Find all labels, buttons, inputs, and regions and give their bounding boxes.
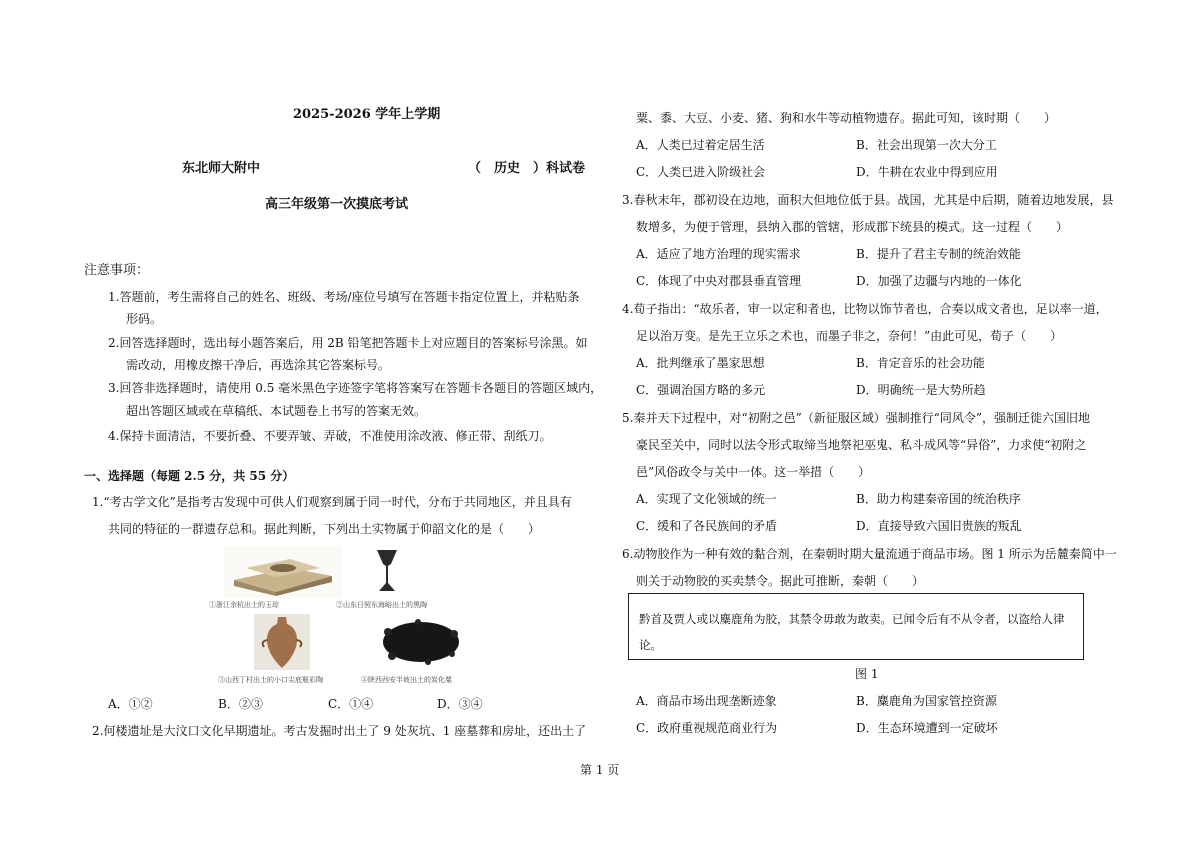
- school-name: 东北师大附中: [182, 161, 261, 176]
- notice-line: 形码。: [126, 312, 163, 326]
- q2-option-c: C．人类已进入阶级社会: [636, 165, 766, 179]
- notice-title: 注意事项：: [84, 263, 150, 278]
- exam-title: 高三年级第一次摸底考试: [265, 197, 409, 212]
- q6-line: 则关于动物胶的买卖禁令。据此可推断，秦朝（ ）: [636, 574, 925, 588]
- q3-line: 数增多，为便于管理，县纳入郡的管辖，形成郡下统县的模式。这一过程（ ）: [636, 220, 1069, 234]
- photo-caption: ①浙江余杭出土的玉琮: [209, 601, 279, 609]
- black-pottery-photo: [372, 546, 402, 596]
- notice-line: 需改动，用橡皮擦干净后，再选涂其它答案标号。: [126, 358, 391, 372]
- subject-title: （ 历史 ）科试卷: [468, 161, 586, 176]
- figure-1-quote-box: [628, 593, 1084, 660]
- q1-option-d: D．③④: [437, 697, 483, 711]
- q6-option-d: D．生态环境遭到一定破坏: [856, 721, 998, 735]
- notice-line: 1.答题前，考生需将自己的姓名、班级、考场/座位号填写在答题卡指定位置上，并粘贴条: [108, 290, 580, 304]
- q4-line: 4.荀子指出：“故乐者，审一以定和者也，比物以饰节者也，合奏以成文者也，足以率一道，: [622, 302, 1108, 316]
- q3-option-a: A．适应了地方治理的现实需求: [636, 247, 801, 261]
- q3-option-b: B．提升了君主专制的统治效能: [856, 247, 1021, 261]
- q1-option-b: B．②③: [218, 697, 263, 711]
- pointed-bottle-photo: [254, 614, 310, 670]
- notice-line: 4.保持卡面清洁，不要折叠、不要弄皱、弄破，不准使用涂改液、修正带、刮纸刀。: [108, 429, 552, 443]
- q5-line: 邑”风俗政令与关中一体。这一举措（ ）: [636, 465, 871, 479]
- photo-caption: ④陕西西安半坡出土的炭化粟: [361, 676, 452, 684]
- photo-caption: ③山西丁村出土的小口尖底瓶彩陶: [218, 676, 323, 684]
- page-number: 第 1 页: [580, 763, 620, 777]
- q4-line: 足以治万变。是先王立乐之术也，而墨子非之，奈何！”由此可见，荀子（ ）: [636, 329, 1063, 343]
- q6-line: 6.动物胶作为一种有效的黏合剂，在秦朝时期大量流通于商品市场。图 1 所示为岳麓秦简中一: [622, 547, 1117, 561]
- q1-option-c: C．①④: [328, 697, 374, 711]
- q5-option-a: A．实现了文化领域的统一: [636, 492, 777, 506]
- q2-option-b: B．社会出现第一次大分工: [856, 138, 997, 152]
- q2-line: 2.何楼遗址是大汶口文化早期遗址。考古发掘时出土了 9 处灰坑、1 座墓葬和房址，还出土了: [92, 724, 587, 738]
- notice-line: 超出答题区域或在草稿纸、本试题卷上书写的答案无效。: [126, 404, 427, 418]
- figure-label: 图 1: [855, 667, 879, 681]
- q2-option-d: D．牛耕在农业中得到应用: [856, 165, 998, 179]
- q5-option-b: B．助力构建秦帝国的统治秩序: [856, 492, 1021, 506]
- q5-line: 豪民至关中，同时以法令形式取缔当地祭祀巫鬼、私斗成风等“异俗”，力求使“初附之: [636, 438, 1087, 452]
- quote-text: 黔首及贾人或以麋鹿角为胶，其禁令毋敢为敢卖。已闻令后有不从令者，以盗给人律论。: [639, 612, 1065, 652]
- q1-line: 共同的特征的一群遗存总和。据此判断，下列出土实物属于仰韶文化的是（ ）: [108, 522, 541, 536]
- q4-option-b: B．肯定音乐的社会功能: [856, 356, 985, 370]
- q4-option-a: A．批判继承了墨家思想: [636, 356, 765, 370]
- q5-option-d: D．直接导致六国旧贵族的叛乱: [856, 519, 1022, 533]
- q2-option-a: A．人类已过着定居生活: [636, 138, 765, 152]
- q5-line: 5.秦并天下过程中，对“初附之邑”（新征服区域）强制推行“同风令”，强制迁徙六国旧地: [622, 411, 1090, 425]
- q4-option-c: C．强调治国方略的多元: [636, 383, 766, 397]
- section-title: 一、选择题（每题 2.5 分，共 55 分）: [84, 469, 295, 483]
- q6-option-c: C．政府重视规范商业行为: [636, 721, 778, 735]
- q3-line: 3.春秋末年，郡初设在边地，面积大但地位低于县。战国，尤其是中后期，随着边地发展，县: [622, 193, 1114, 207]
- jade-cong-photo: [224, 546, 342, 598]
- q5-option-c: C．缓和了各民族间的矛盾: [636, 519, 778, 533]
- photo-caption: ②山东日照东海峪出土的黑陶: [336, 601, 427, 609]
- q6-option-b: B．麋鹿角为国家管控资源: [856, 694, 997, 708]
- exam-year: 2025-2026 学年上学期: [293, 107, 441, 122]
- q1-option-a: A．①②: [108, 697, 153, 711]
- q4-option-d: D．明确统一是大势所趋: [856, 383, 986, 397]
- q2-line: 粟、黍、大豆、小麦、猪、狗和水牛等动植物遗存。据此可知，该时期（ ）: [636, 111, 1057, 125]
- q3-option-d: D．加强了边疆与内地的一体化: [856, 274, 1022, 288]
- notice-line: 3.回答非选择题时，请使用 0.5 毫米黑色字迹签字笔将答案写在答题卡各题目的答题区域内，: [108, 381, 603, 395]
- q1-line: 1.“考古学文化”是指考古发现中可供人们观察到属于同一时代，分布于共同地区，并且具有: [92, 495, 572, 509]
- q3-option-c: C．体现了中央对郡县垂直管理: [636, 274, 802, 288]
- q6-option-a: A．商品市场出现垄断迹象: [636, 694, 777, 708]
- carbonized-millet-photo: [378, 618, 464, 666]
- notice-line: 2.回答选择题时，选出每小题答案后，用 2B 铅笔把答题卡上对应题目的答案标号涂黑。如: [108, 336, 588, 350]
